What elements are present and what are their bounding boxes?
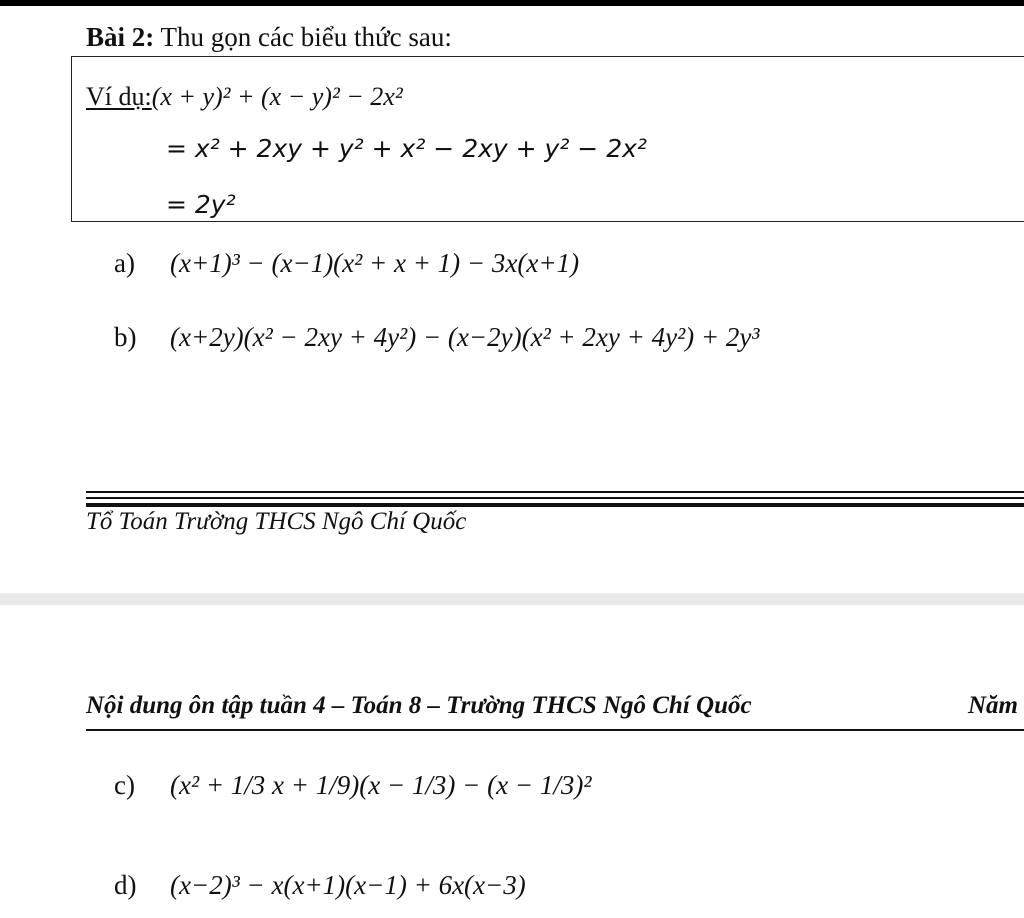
footer-rule-thin-2 xyxy=(86,497,1024,499)
exercise-title xyxy=(86,22,452,53)
problem-a-expression: (x+1)³ − (x−1)(x² + x + 1) − 3x(x+1) xyxy=(170,248,580,278)
page-header-right: Năm xyxy=(968,692,1018,719)
problem-d xyxy=(114,870,526,901)
problem-d-label: d) xyxy=(114,870,137,900)
problem-a xyxy=(114,248,579,279)
problem-b xyxy=(114,322,759,353)
example-label: Ví dụ: xyxy=(86,82,152,111)
example-line-2: = x² + 2xy + y² + x² − 2xy + y² − 2x² xyxy=(166,134,647,163)
exercise-instruction: Thu gọn các biểu thức sau: xyxy=(160,22,452,52)
problem-b-label: b) xyxy=(114,322,137,352)
footer-rule-thin-1 xyxy=(86,491,1024,493)
problem-c-expression: (x² + 1/3 x + 1/9)(x − 1/3) − (x − 1/3)² xyxy=(170,770,592,800)
exercise-number: Bài 2: xyxy=(86,22,155,52)
page-break-gap xyxy=(0,593,1024,605)
top-edge-bar xyxy=(0,0,1024,6)
example-line-1 xyxy=(86,82,403,112)
header-rule xyxy=(86,729,1024,731)
problem-a-label: a) xyxy=(114,248,135,278)
example-line-3: = 2y² xyxy=(166,190,236,219)
problem-d-expression: (x−2)³ − x(x+1)(x−1) + 6x(x−3) xyxy=(170,870,526,900)
page-header-left: Nội dung ôn tập tuần 4 – Toán 8 – Trường THCS Ngô Chí Quốc xyxy=(86,692,752,719)
example-expression: (x + y)² + (x − y)² − 2x² xyxy=(151,82,403,111)
page-footer: Tổ Toán Trường THCS Ngô Chí Quốc xyxy=(86,508,467,535)
problem-c xyxy=(114,770,591,801)
footer-rule-thick xyxy=(86,503,1024,507)
problem-b-expression: (x+2y)(x² − 2xy + 4y²) − (x−2y)(x² + 2xy + 4y²) + 2y³ xyxy=(170,322,760,352)
problem-c-label: c) xyxy=(114,770,135,800)
